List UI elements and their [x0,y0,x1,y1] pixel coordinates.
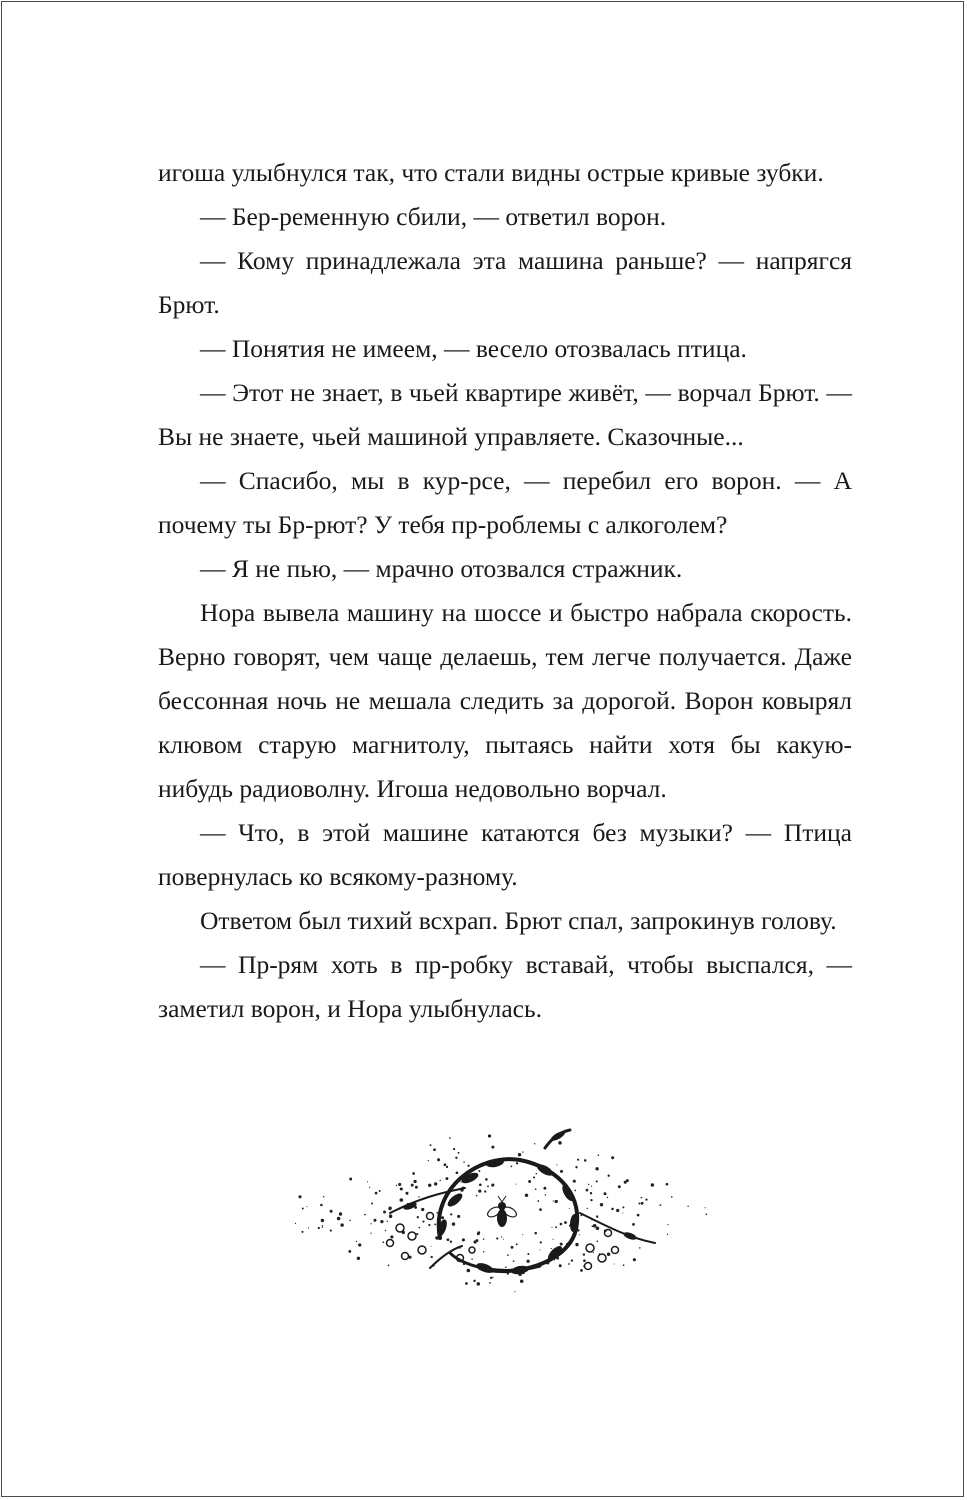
ink-speckle [405,1192,408,1195]
ink-speckle [330,1230,332,1232]
ink-speckle [687,1206,688,1207]
ink-speckle [358,1243,361,1246]
ink-speckle [507,1254,509,1256]
ink-speckle [458,1152,460,1154]
wreath-with-bee-icon [290,1118,710,1298]
ink-speckle [575,1243,578,1246]
ink-speckle [623,1264,625,1266]
ink-speckle [593,1252,594,1253]
ink-speckle [659,1204,661,1206]
ink-speckle [564,1221,567,1224]
ink-speckle [596,1180,598,1182]
ink-speckle [622,1213,623,1214]
ink-speckle [611,1156,614,1159]
ink-speckle [320,1204,323,1207]
ink-speckle [516,1243,518,1245]
ink-speckle [371,1202,373,1204]
ink-speckle [380,1220,383,1223]
ink-speckle [441,1216,444,1219]
ink-speckle [295,1223,296,1224]
ink-speckle [445,1177,448,1180]
ink-speckle [533,1176,535,1178]
ink-speckle [560,1170,563,1173]
ink-speckle [639,1247,641,1249]
ink-speckle [431,1246,432,1247]
ink-speckle [527,1253,529,1255]
ink-speckle [488,1134,491,1137]
bee-icon [486,1196,518,1227]
ink-speckle [607,1253,611,1257]
ink-speckle [560,1243,563,1246]
ink-speckle [511,1166,513,1168]
ink-speckle [487,1185,489,1187]
wreath-ornament-icon [290,1118,710,1298]
ink-speckle [575,1166,577,1168]
ink-speckle [455,1157,457,1159]
ink-speckle [467,1165,469,1167]
ink-speckle [357,1257,360,1260]
paragraph-5: — Этот не знает, в чьей квартире живёт, — ворчал Брют. — Вы не знаете, чьей машиной управляете. Сказочные... [158,378,852,451]
ink-speckle [522,1234,523,1235]
ink-speckle [400,1187,403,1190]
ink-speckle [645,1198,647,1200]
paragraph-1: игоша улыбнулся так, что стали видны острые кривые зубки. [158,158,824,187]
ink-speckle [446,1166,448,1168]
ink-speckle [370,1223,371,1224]
ink-speckle [526,1260,529,1263]
ink-speckle [596,1215,598,1217]
ink-speckle [476,1195,477,1196]
ink-speckle [418,1227,420,1229]
ink-speckle [520,1280,524,1284]
ink-speckle [600,1203,603,1206]
ink-speckle [323,1196,324,1197]
ink-speckle [321,1219,324,1222]
ink-speckle [591,1186,592,1187]
ink-speckle [330,1210,333,1213]
ink-speckle [301,1231,303,1233]
ink-speckle [597,1240,599,1242]
ink-speckle [515,1184,516,1185]
ink-speckle [641,1202,644,1205]
ink-speckle [444,1163,447,1166]
ink-speckle [453,1148,455,1150]
ink-speckle [595,1167,598,1170]
ink-speckle [418,1196,419,1197]
ink-speckle [590,1199,592,1201]
ink-speckle [705,1207,706,1208]
ink-speckle [513,1260,515,1262]
ink-speckle [373,1219,376,1222]
ink-speckle [413,1180,416,1183]
ink-speckle [539,1249,540,1250]
ink-speckle [651,1183,654,1186]
ink-speckle [569,1208,570,1209]
ink-speckle [428,1160,429,1161]
ink-speckle [560,1223,563,1226]
ink-speckle [478,1170,480,1172]
ink-speckle [457,1215,460,1218]
ink-speckle [593,1224,597,1228]
ink-speckle [514,1291,515,1292]
ink-speckle [298,1195,301,1198]
ink-speckle [396,1185,397,1186]
ink-speckle [439,1180,440,1181]
ink-speckle [477,1231,480,1234]
ink-speckle [364,1214,366,1216]
ink-speckle [449,1137,451,1139]
ink-speckle [608,1175,610,1177]
ink-speckle [580,1269,583,1272]
ink-speckle [545,1194,547,1196]
ink-speckle [302,1208,304,1210]
ink-speckle [484,1190,486,1192]
ink-speckle [577,1159,579,1161]
ink-speckle [553,1200,554,1201]
ink-speckle [450,1213,452,1215]
ink-speckle [666,1183,669,1186]
ink-speckle [322,1227,323,1228]
ink-speckle [463,1161,464,1162]
ink-speckle [516,1162,518,1164]
ink-speckle [637,1214,640,1217]
ink-speckle [556,1164,557,1165]
ink-speckle [465,1282,468,1285]
ink-speckle [348,1250,351,1253]
ink-speckle [534,1143,535,1144]
ink-speckle [478,1190,481,1193]
ink-speckle [417,1216,419,1218]
ink-speckle [422,1221,424,1223]
ink-speckle [485,1178,488,1181]
ink-speckle [337,1217,341,1221]
paragraph-11: — Пр-рям хоть в пр-робку вставай, чтобы выспался, — заметил ворон, и Нора улыбнулась. [158,950,852,1023]
ink-speckle [462,1238,465,1241]
ink-speckle [583,1259,586,1262]
ink-speckle [421,1208,424,1211]
body-text [158,151,852,1031]
ink-speckle [434,1182,437,1185]
ink-speckle [588,1184,589,1185]
ink-speckle [411,1184,414,1187]
ink-speckle [379,1190,381,1192]
ink-speckle [501,1236,502,1237]
ink-speckle [632,1223,635,1226]
ink-speckle [705,1213,707,1215]
ink-speckle [618,1185,621,1188]
ink-speckle [633,1258,636,1261]
ink-speckle [318,1227,320,1229]
ink-speckle [415,1186,418,1189]
ink-speckle [412,1172,415,1175]
ink-speckle [387,1221,388,1222]
ink-speckle [388,1265,390,1267]
ink-speckle [505,1266,507,1268]
ink-speckle [340,1223,343,1226]
ink-speckle [543,1187,546,1190]
ink-speckle [322,1225,323,1226]
ink-speckle [473,1240,476,1243]
ink-speckle [385,1230,386,1231]
ink-speckle [452,1222,455,1225]
ink-speckle [551,1248,552,1249]
ink-speckle [434,1224,436,1226]
ink-speckle [491,1184,494,1187]
ink-speckle [308,1227,309,1228]
ink-speckle [616,1209,619,1212]
paragraph-4: — Понятия не имеем, — весело отозвалась птица. [200,334,747,363]
ink-speckle [390,1235,393,1238]
ink-speckle [349,1178,352,1181]
ink-speckle [389,1215,392,1218]
ink-speckle [667,1234,668,1235]
ink-speckle [489,1282,491,1284]
ink-speckle [383,1211,386,1214]
ink-speckle [400,1198,404,1202]
ink-speckle [614,1263,615,1264]
ink-speckle [671,1196,673,1198]
ink-speckle [382,1241,384,1243]
ink-speckle [555,1200,558,1203]
ink-speckle [641,1197,643,1199]
ink-speckle [534,1232,537,1235]
ink-speckle [490,1277,492,1279]
ink-speckle [428,1184,431,1187]
paragraph-7: — Я не пью, — мрачно отозвался стражник. [200,554,683,583]
ink-speckle [437,1158,440,1161]
ink-speckle [573,1180,576,1183]
ink-speckle [596,1227,600,1231]
ink-speckle [473,1280,475,1282]
ink-speckle [388,1207,391,1210]
ink-speckle [460,1181,461,1182]
ink-speckle [430,1144,432,1146]
ink-speckle [607,1197,608,1198]
ink-speckle [450,1240,452,1242]
ink-speckle [571,1259,573,1261]
paragraph-6: — Спасибо, мы в кур-рсе, — перебил его ворон. — А почему ты Бр-рют? У тебя пр-роблемы с алкоголем? [158,466,852,539]
ink-speckle [638,1203,640,1205]
ink-speckle [518,1153,521,1156]
ink-speckle [356,1241,357,1242]
ink-speckle [367,1181,368,1182]
ink-speckle [471,1258,472,1259]
ink-speckle [553,1239,554,1240]
ink-speckle [370,1232,371,1233]
ink-speckle [467,1269,471,1273]
ink-speckle [491,1146,494,1149]
ink-speckle [477,1282,481,1286]
ink-speckle [540,1241,542,1243]
ink-speckle [511,1246,514,1249]
ink-speckle [503,1239,504,1240]
ink-speckle [375,1192,378,1195]
ink-speckle [447,1238,450,1241]
ink-speckle [598,1154,600,1156]
ink-speckle [586,1208,587,1209]
ink-speckle [479,1183,482,1186]
ink-speckle [483,1238,484,1239]
ink-speckle [590,1192,592,1194]
ink-speckle [624,1181,627,1184]
paragraph-8: Нора вывела машину на шоссе и быстро набрала скорость. Верно говорят, чем чаще делаешь, тем легче получается. Даже бессонная ночь не мешала следить за дорогой. Ворон ковырял клювом старую магнитолу, пытаясь найти хотя бы какую-нибудь радиоволну. Игоша недовольно ворчал. [158,598,852,803]
ink-speckle [428,1224,430,1226]
paragraph-2: — Бер-ременную сбили, — ответил ворон. [200,202,667,231]
ink-speckle [525,1194,528,1197]
ink-speckle [559,1264,562,1267]
ink-speckle [492,1277,493,1278]
paragraph-10: Ответом был тихий всхрап. Брют спал, запрокинув голову. [200,906,837,935]
ink-speckle [433,1148,436,1151]
ink-speckle [622,1206,624,1208]
ink-speckle [339,1212,342,1215]
ink-speckle [551,1227,552,1228]
ink-speckle [584,1159,587,1162]
ink-speckle [431,1256,433,1258]
ink-speckle [568,1263,570,1265]
ink-speckle [456,1171,459,1174]
ink-speckle [349,1220,350,1221]
ink-speckle [586,1189,589,1192]
ink-speckle [611,1208,614,1211]
ink-speckle [522,1151,523,1152]
ink-speckle [555,1226,557,1228]
ink-speckle [398,1183,401,1186]
ink-speckle [536,1173,538,1175]
ink-speckle [535,1188,537,1190]
ink-speckle [667,1224,668,1225]
ink-speckle [483,1251,484,1252]
ink-speckle [537,1200,539,1202]
paragraph-3: — Кому принадлежала эта машина раньше? — напрягся Брют. [158,246,852,319]
ink-speckle [306,1206,307,1207]
ink-speckle [369,1187,370,1188]
paragraph-9: — Что, в этой машине катаются без музыки? — Птица повернулась ко всякому-разному. [158,818,852,891]
ink-speckle [496,1237,498,1239]
ink-speckle [604,1192,607,1195]
ink-speckle [558,1141,561,1144]
ink-speckle [579,1234,580,1235]
ink-speckle [583,1253,585,1255]
ink-speckle [528,1180,531,1183]
ink-speckle [574,1190,576,1192]
ink-speckle [539,1208,542,1211]
